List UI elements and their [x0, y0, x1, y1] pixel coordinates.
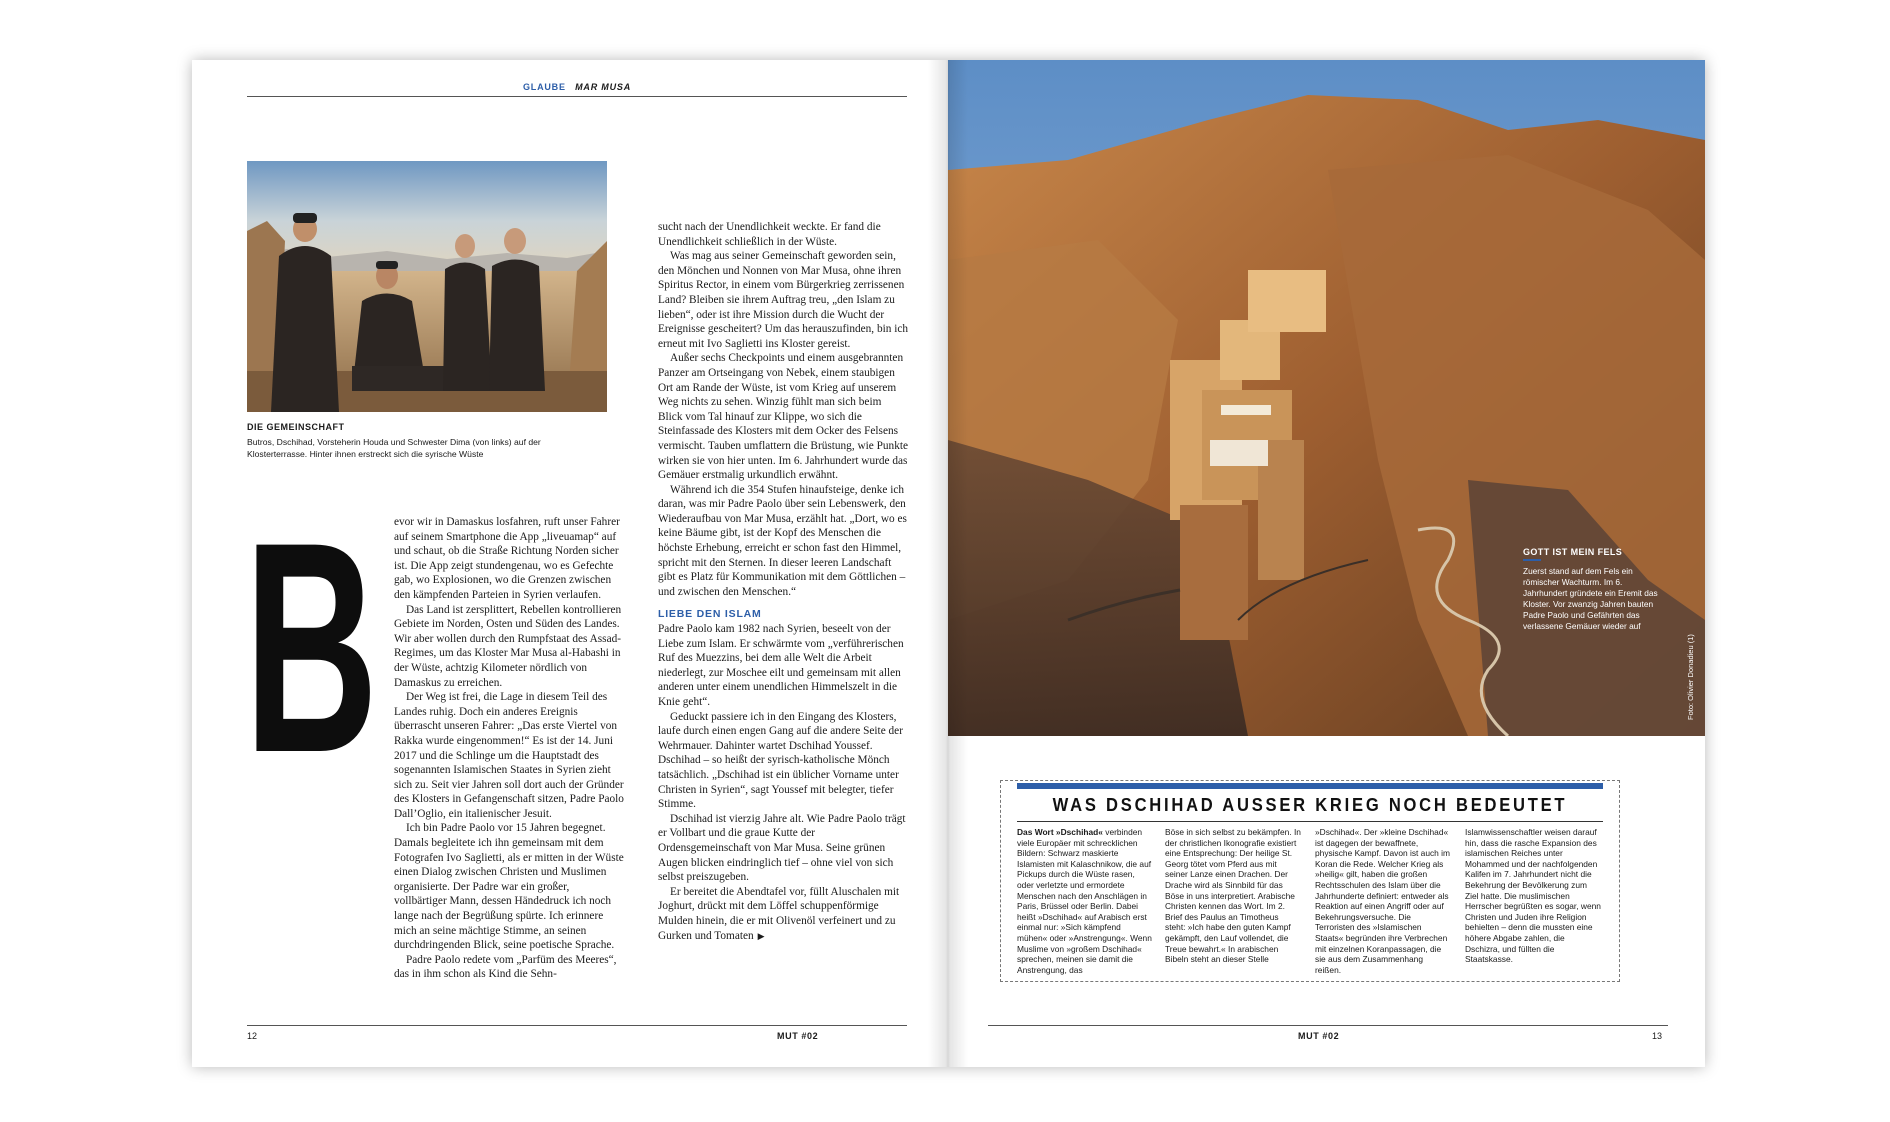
paragraph: Das Land ist zersplittert, Rebellen kontrollieren Gebiete im Norden, Osten und Süden des Landes. Wir aber wollen durch den Rumpfstaat des Assad-Regimes, um das Kloster Mar Musa al-Habashi in der Wüste, achtzig Kilometer nördlich von Damaskus zu erreichen.	[394, 603, 622, 689]
continue-arrow-icon: ▶	[757, 930, 765, 941]
bottom-rule	[247, 1025, 907, 1026]
drop-cap	[244, 479, 376, 815]
info-box-text: verbinden viele Europäer mit schrecklichen Bildern: Schwarz maskierte Islamisten mit Kalaschnikow, die auf Pickups durch die Wüste rasen, oder verletzte und ermordete Menschen nach den Anschlägen in Paris, Brüssel oder Berlin. Dabei heißt »Dschihad« auf Arabisch erst einmal nur: »Sich kämpfend mühen« oder »Anstrengung«. Wenn Muslime von »großem Dschihad« sprechen, meinen sie damit die Anstrengung, das	[1017, 827, 1152, 975]
caption-accent-rule	[1523, 559, 1541, 561]
left-page	[192, 60, 948, 1067]
subheading: LIEBE DEN ISLAM	[658, 608, 762, 621]
page-number: 12	[247, 1031, 258, 1041]
paragraph: Ich bin Padre Paolo vor 15 Jahren begegnet. Damals begleitete ich ihn gemeinsam mit dem Fotografen Ivo Saglietti, als er mitten in der Wüste einen Dialog zwischen Christen und Muslimen organisierte. Der Padre war ein großer, vollbärtiger Mann, dessen Händedruck ich noch lange nach der Begrüßung spürte. Ich erinnere mich an seine mächtige Stimme, an seinen durchdringenden Blick, seine poetische Sprache.	[394, 822, 624, 952]
community-photo	[247, 161, 607, 412]
running-head-section: GLAUBE	[522, 82, 566, 92]
drop-cap-letter: B	[244, 479, 376, 815]
photo-caption-title: DIE GEMEINSCHAFT	[247, 422, 345, 432]
photo-caption-text: Butros, Dschihad, Vorsteherin Houda und Schwester Dima (von links) auf der Klosterterrasse. Hinter ihnen erstreckt sich die syrische Wüste	[247, 437, 541, 459]
paragraph: sucht nach der Unendlichkeit weckte. Er fand die Unendlichkeit schließlich in der Wüste.	[658, 221, 881, 248]
article-column-1	[394, 515, 624, 982]
info-box-column-1	[1017, 827, 1153, 975]
info-box	[1000, 780, 1620, 982]
magazine-name: MUT #02	[777, 1031, 819, 1041]
info-box-text: »Dschihad«. Der »kleine Dschihad« ist dagegen der bewaffnete, physische Kampf. Davon ist auch im Koran die Rede. Welcher Krieg als »heilig« gilt, haben die großen Rechtsschulen des Islam über die Jahrhunderte definiert: entweder als Reaktion auf einen Angriff oder auf Bekehrungsversuche. Die Terroristen des »Islamischen Staats« begründen ihre Verbrechen mit einzelnen Koranpassagen, die sie aus dem Zusammenhang reißen.	[1315, 827, 1450, 975]
info-box-text: Islamwissenschaftler weisen darauf hin, dass die rasche Expansion des islamischen Reiches unter Mohammed und der nachfolgenden Kalifen im 7. Jahrhundert nicht die Bekehrung der Bevölkerung zum Ziel hatte. Die muslimischen Herrscher begrüßten es sogar, wenn Christen und Juden ihre Religion behielten – denn die mussten eine höhere Abgabe zahlen, die Dschizra, und füllten die Staatskasse.	[1465, 827, 1601, 965]
monastery-photo	[948, 60, 1705, 736]
paragraph: Geduckt passiere ich in den Eingang des Klosters, laufe durch einen engen Gang auf die andere Seite der Wehrmauer. Dahinter wartet Dschihad Youssef. Dschihad – so heißt der syrisch-katholische Mönch tatsächlich. „Dschihad ist ein üblicher Vorname unter Christen in Syrien“, sagt Youssef mit belegter, tiefer Stimme.	[658, 710, 903, 811]
bottom-rule	[988, 1025, 1668, 1026]
info-box-column-2	[1165, 827, 1301, 965]
info-box-lead: Das Wort »Dschihad«	[1017, 827, 1103, 837]
paragraph: Außer sechs Checkpoints und einem ausgebrannten Panzer am Ortseingang von Nebek, einem staubigen Ort am Rande der Wüste, ist vom Krieg auf unserem Weg nichts zu sehen. Winzig fühlt man sich beim Blick vom Tal hinauf zur Klippe, wo sich die Steinfassade des Klosters mit dem Ocker des Felsens vermischt. Tauben umflattern die Brüstung, wie Punkte wirken sie von hier unten. Im 6. Jahrhundert wurde das Gemäuer erstmalig urkundlich erwähnt.	[658, 352, 908, 482]
info-box-text: Böse in sich selbst zu bekämpfen. In der christlichen Ikonografie existiert eine Entsprechung: Der heilige St. Georg tötet vom Pferd aus mit seiner Lanze einen Drachen. Der Drache wird als Sinnbild für das Böse in uns interpretiert. Arabische Christen kennen das Wort. Im 2. Brief des Paulus an Timotheus steht: »Ich habe den guten Kampf gekämpft, den Lauf vollendet, die Treue bewahrt.« In arabischen Bibeln steht an dieser Stelle	[1165, 827, 1301, 965]
info-box-title: WAS DSCHIHAD AUSSER KRIEG NOCH BEDEUTET	[1052, 795, 1568, 815]
article-column-2	[658, 220, 908, 943]
paragraph: Was mag aus seiner Gemeinschaft geworden sein, den Mönchen und Nonnen von Mar Musa, ohne ihren Spiritus Rector, in einem vom Bürgerkrieg zerrissenen Land? Bleiben sie ihrem Auftrag treu, „den Islam zu lieben“, oder ist ihre Mission durch die Wucht der Ereignisse gescheitert? Um das herauszufinden, bin ich erneut mit Ivo Saglietti ins Kloster gereist.	[658, 250, 909, 350]
monastery-photo-image	[948, 60, 1705, 736]
info-box-accent-bar	[1017, 783, 1603, 789]
right-page	[948, 60, 1705, 1067]
info-box-column-4	[1465, 827, 1601, 965]
photo-credit: Foto: Olivier Donadieu (1)	[1686, 634, 1695, 720]
community-photo-image	[247, 161, 607, 412]
info-box-rule	[1017, 821, 1603, 822]
page-number: 13	[1652, 1031, 1663, 1041]
paragraph: Er bereitet die Abendtafel vor, füllt Aluschalen mit Joghurt, drückt mit dem Löffel schuppenförmige Mulden hinein, die er mit Olivenöl verfeinert und zu Gurken und Tomaten	[658, 885, 900, 942]
photo-caption-text: Zuerst stand auf dem Fels ein römischer Wachturm. Im 6. Jahrhundert gründete ein Eremit das Kloster. Vor zwanzig Jahren bauten Padre Paolo und Gefährten das verlassene Gemäuer wieder auf	[1523, 566, 1658, 631]
top-rule	[247, 96, 907, 97]
info-box-column-3	[1315, 827, 1451, 975]
photo-caption-title: GOTT IST MEIN FELS	[1523, 547, 1623, 557]
paragraph: Padre Paolo redete vom „Parfüm des Meeres“, das in ihm schon als Kind die Sehn-	[394, 953, 617, 981]
magazine-spread	[192, 60, 1705, 1067]
paragraph: evor wir in Damaskus losfahren, ruft unser Fahrer auf seinem Smartphone die App „liveuamap“ auf und schaut, ob die Straße Richtung Norden sicher ist. Die App zeigt stundengenau, wo es Gefechte gab, wo Explosionen, wo die Grenzen zwischen den kämpfenden Parteien in Syrien verlaufen.	[394, 516, 620, 601]
paragraph: Dschihad ist vierzig Jahre alt. Wie Padre Paolo trägt er Vollbart und die graue Kutte der Ordensgemeinschaft von Mar Musa. Seine grünen Augen blicken eindringlich tief – ohne viel von sich selbst preiszugeben.	[658, 812, 906, 884]
paragraph: Der Weg ist frei, die Lage in diesem Teil des Landes ruhig. Doch ein anderes Ereignis überrascht unseren Fahrer: „Das erste Viertel von Rakka wurde eingenommen!“ Es ist der 14. Juni 2017 und die Schlinge um die Hauptstadt des sogenannten Islamischen Staates in Syrien zieht sich zu. Seit vier Jahren soll dort auch der Gründer des Klosters in Gefangenschaft sitzen, Padre Paolo Dall’Oglio, ein italienischer Jesuit.	[394, 691, 624, 820]
running-head-topic: MAR MUSA	[575, 82, 632, 92]
paragraph: Padre Paolo kam 1982 nach Syrien, beseelt von der Liebe zum Islam. Er schwärmte vom „verführerischen Ruf des Muezzins, bei dem alle Welt die Arbeit niederlegt, zur Moschee eilt und gemeinsam mit allen anderen unter einem unendlichen Himmelszelt in die Knie geht“.	[658, 623, 904, 708]
paragraph: Während ich die 354 Stufen hinaufsteige, denke ich daran, was mir Padre Paolo über sein Lebenswerk, den Wiederaufbau von Mar Musa, erzählt hat. „Dort, wo es keine Bäume gibt, ist der Kopf des Menschen die höchste Erhebung, erreicht er schon fast den Himmel, spricht mit den Sternen. In dieser leeren Landschaft gibt es Platz für Kommunikation mit dem Göttlichen – und zwischen den Menschen.“	[658, 483, 907, 598]
magazine-name: MUT #02	[1298, 1031, 1340, 1041]
